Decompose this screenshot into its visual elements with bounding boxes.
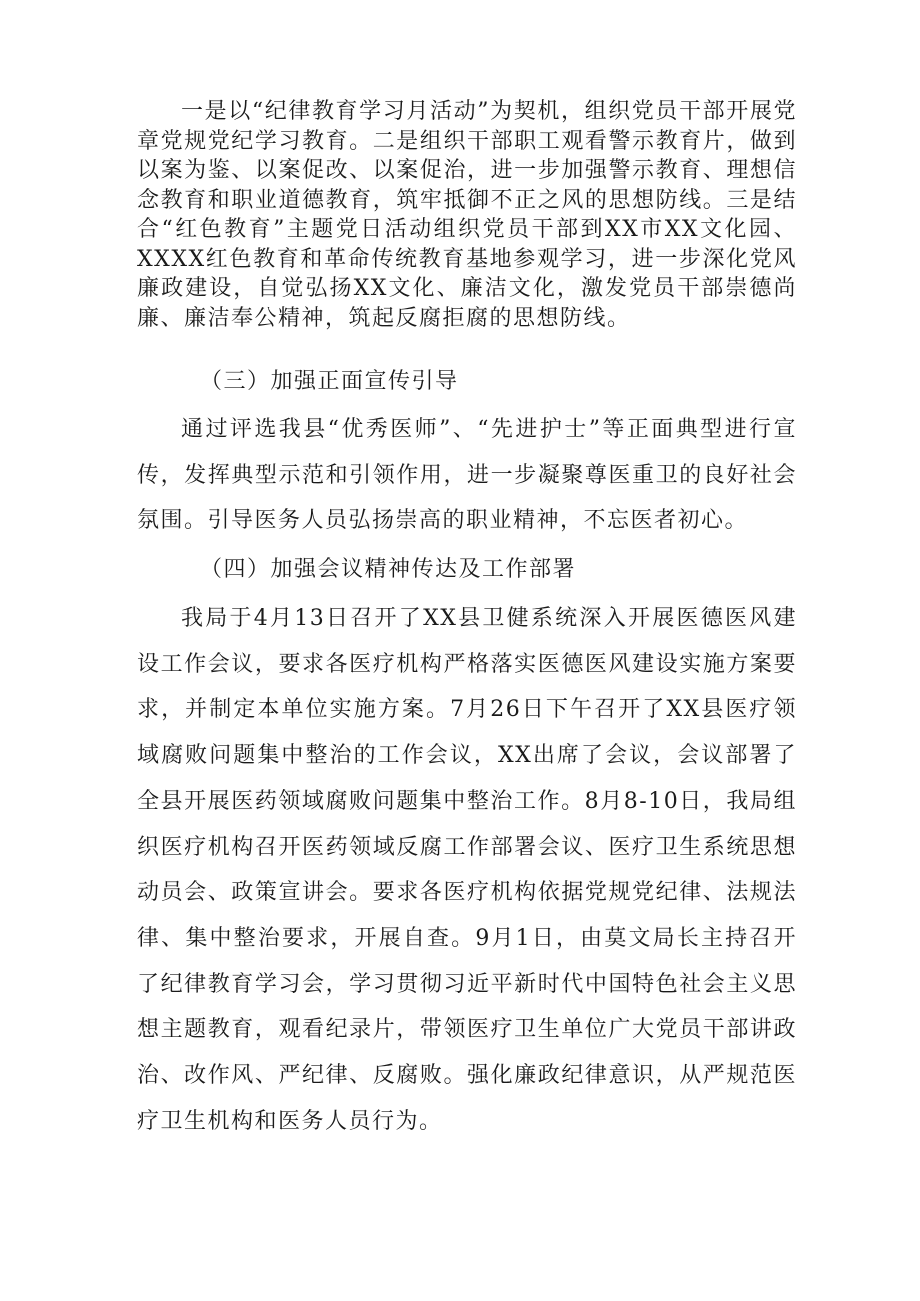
paragraph-meeting-deployment: 我局于4月13日召开了XX县卫健系统深入开展医德医风建设工作会议，要求各医疗机构严格落实医德医风建设实施方案要求，并制定本单位实施方案。7月26日下午召开了XX县医疗领域腐败问题集中整治的工作会议，XX出席了会议，会议部署了全县开展医药领域腐败问题集中整治工作。8月8-10日，我局组织医疗机构召开医药领域反腐工作部署会议、医疗卫生系统思想动员会、政策宣讲会。要求各医疗机构依据党规党纪律、法规法律、集中整治要求，开展自查。9月1日，由莫文局长主持召开了纪律教育学习会，学习贯彻习近平新时代中国特色社会主义思想主题教育，观看纪录片，带领医疗卫生单位广大党员干部讲政治、改作风、严纪律、反腐败。强化廉政纪律意识，从严规范医疗卫生机构和医务人员行为。 [137,606,797,1134]
section-heading-3: （三）加强正面宣传引导 [200,369,459,394]
section-heading-4: （四）加强会议精神传达及工作部署 [200,557,577,582]
paragraph-positive-publicity: 通过评选我县“优秀医师”、“先进护士”等正面典型进行宣传，发挥典型示范和引领作用，进一步凝聚尊医重卫的良好社会氛围。引导医务人员弘扬崇高的职业精神，不忘医者初心。 [137,417,797,533]
paragraph-education-activities: 一是以“纪律教育学习月活动”为契机，组织党员干部开展党章党规党纪学习教育。二是组织干部职工观看警示教育片，做到以案为鉴、以案促改、以案促治，进一步加强警示教育、理想信念教育和职业道德教育，筑牢抵御不正之风的思想防线。三是结合“红色教育”主题党日活动组织党员干部到XX市XX文化园、XXXX红色教育和革命传统教育基地参观学习，进一步深化党风廉政建设，自觉弘扬XX文化、廉洁文化，激发党员干部崇德尚廉、廉洁奉公精神，筑起反腐拒腐的思想防线。 [137,99,797,331]
